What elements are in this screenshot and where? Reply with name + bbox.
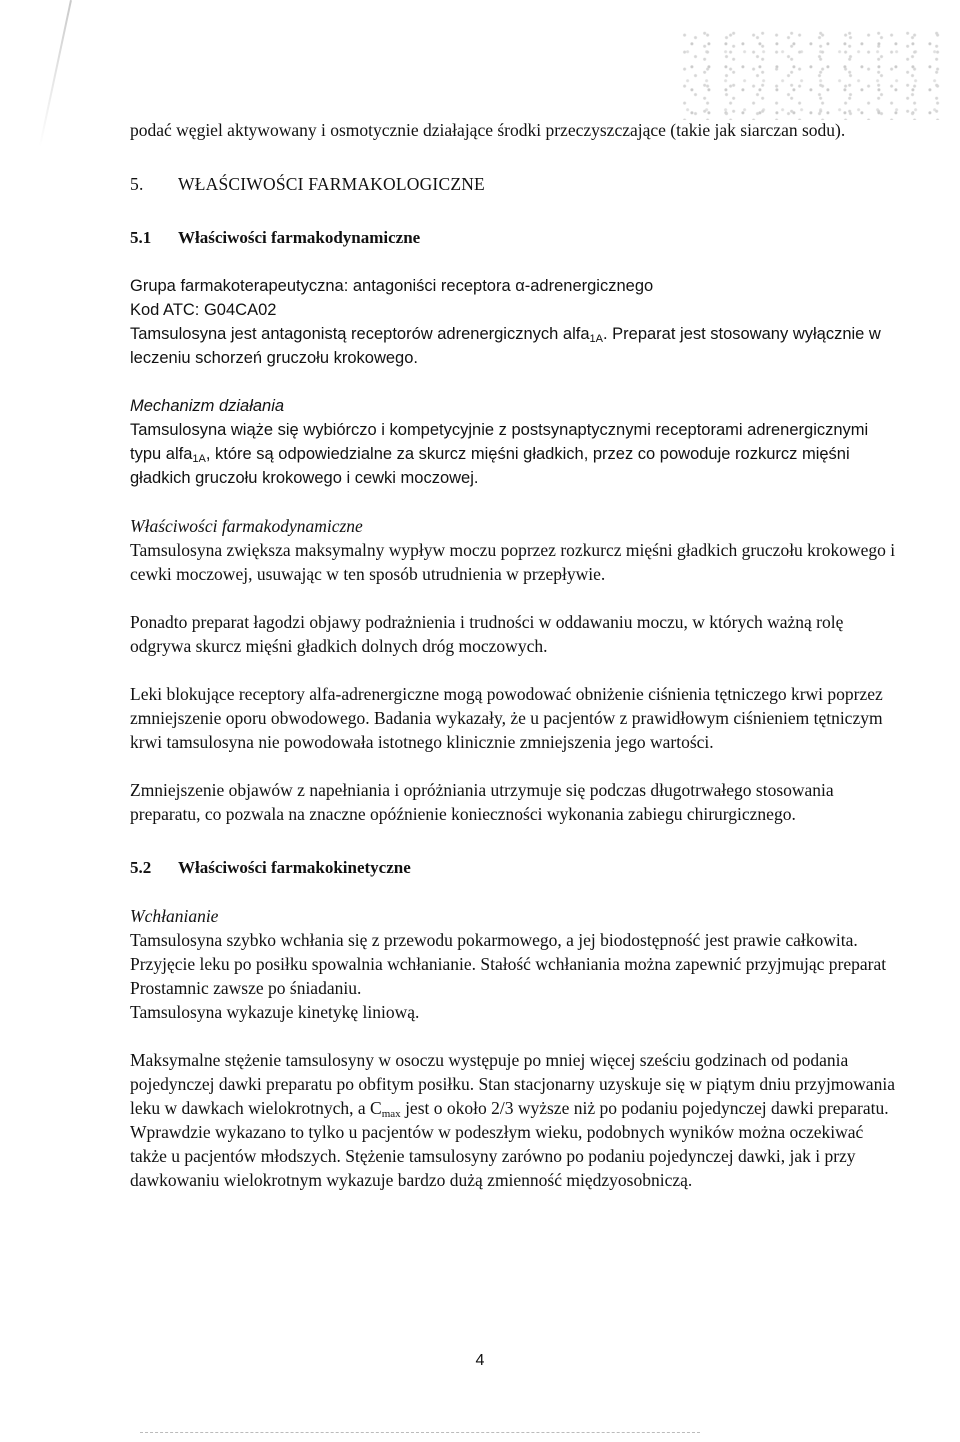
max-concentration-text-b: jest o około 2/3 wyższe niż po podaniu pojedynczej dawki preparatu. Wprawdzie wykazano to tylko u pacjentów w podeszłym wieku, podobnych wyników można oczekiwać także u pacjentów młodszych. Stężenie tamsulosyny zarówno po podaniu pojedynczej dawki, jak i przy dawkowaniu wielokrotnym wykazuje bardzo dużą zmienność międzyosobniczą.: [130, 1098, 889, 1190]
section-5-1-heading: [130, 226, 900, 250]
pharmacodynamics-heading: Właściwości farmakodynamiczne: [130, 516, 363, 536]
pharmacodynamics-block: [130, 514, 900, 586]
section-5-2-number: 5.2: [130, 858, 152, 877]
receptor-subscript: 1A: [589, 333, 603, 345]
absorption-paragraph: Tamsulosyna szybko wchłania się z przewodu pokarmowego, a jej biodostępność jest prawie całkowita. Przyjęcie leku po posiłku spowalnia wchłanianie. Stałość wchłaniania można zapewnić przyjmując preparat Prostamnic zawsze po śniadaniu.: [130, 930, 887, 998]
mechanism-text-b: , które są odpowiedzialne za skurcz mięśni gładkich, przez co powoduje rozkurcz mięśni gładkich gruczołu krokowego i cewki moczowej.: [130, 445, 850, 487]
max-concentration-text-a: Maksymalne stężenie tamsulosyny w osoczu występuje po mniej więcej sześciu godzinach od podania pojedynczej dawki preparatu po obfitym posiłku. Stan stacjonarny uzyskuje się w piątym dniu przyjmowania leku w dawkach wielokrotnych, a C: [130, 1050, 895, 1118]
max-concentration-paragraph: [130, 1048, 900, 1192]
linear-kinetics-line: Tamsulosyna wykazuje kinetykę liniową.: [130, 1002, 420, 1022]
section-5-heading: [130, 172, 900, 196]
section-5-title: WŁAŚCIWOŚCI FARMAKOLOGICZNE: [178, 174, 485, 194]
mechanism-subscript: 1A: [192, 453, 206, 465]
section-5-1-title: Właściwości farmakodynamiczne: [178, 228, 421, 247]
absorption-block: [130, 904, 900, 1024]
document-body: [130, 118, 900, 1192]
cmax-subscript: max: [381, 1108, 401, 1120]
intro-paragraph: podać węgiel aktywowany i osmotycznie działające środki przeczyszczające (takie jak siarczan sodu).: [130, 120, 846, 140]
mechanism-block: [130, 394, 900, 490]
section-5-2-heading: [130, 856, 900, 880]
tamsulosin-description-text-a: Tamsulosyna jest antagonistą receptorów adrenergicznych alfa: [130, 325, 590, 343]
drug-summary: [130, 274, 900, 370]
tamsulosin-description-text-b: . Preparat jest stosowany wyłącznie w leczeniu schorzeń gruczołu krokowego.: [130, 325, 881, 367]
scan-artifact-noise: [680, 30, 940, 120]
ponadto-paragraph: Ponadto preparat łagodzi objawy podrażnienia i trudności w oddawaniu moczu, w których ważną rolę odgrywa skurcz mięśni gładkich dolnych dróg moczowych.: [130, 612, 844, 656]
alpha-blockers-paragraph: Leki blokujące receptory alfa-adrenergiczne mogą powodować obniżenie ciśnienia tętniczego krwi poprzez zmniejszenie oporu obwodowego. Badania wykazały, że u pacjentów z prawidłowym ciśnieniem tętniczym krwi tamsulosyna nie powodowała istotnego klinicznie zmniejszenia jego wartości.: [130, 684, 883, 752]
mechanism-paragraph: [130, 418, 900, 490]
page-number: 4: [475, 1352, 485, 1369]
scan-artifact-line: [39, 0, 72, 147]
section-5-number: 5.: [130, 174, 144, 194]
mechanism-heading: Mechanizm działania: [130, 397, 285, 415]
absorption-heading: Wchłanianie: [130, 906, 219, 926]
atc-code: Kod ATC: G04CA02: [130, 301, 277, 319]
section-5-2-title: Właściwości farmakokinetyczne: [178, 858, 411, 877]
section-5-1-number: 5.1: [130, 228, 152, 247]
symptom-reduction-paragraph: Zmniejszenie objawów z napełniania i opróżniania utrzymuje się podczas długotrwałego stosowania preparatu, co pozwala na znaczne opóźnienie konieczności wykonania zabiegu chirurgicznego.: [130, 780, 834, 824]
mechanism-text-a: Tamsulosyna wiąże się wybiórczo i kompetycyjnie z postsynaptycznymi receptorami adrenergicznymi typu alfa: [130, 421, 869, 463]
tamsulosin-description: [130, 322, 900, 370]
pharmacotherapeutic-group: Grupa farmakoterapeutyczna: antagoniści receptora α-adrenergicznego: [130, 277, 654, 295]
footer-scan-line: [140, 1432, 700, 1434]
pharmacodynamics-paragraph: Tamsulosyna zwiększa maksymalny wypływ moczu poprzez rozkurcz mięśni gładkich gruczołu krokowego i cewki moczowej, usuwając w ten sposób utrudnienia w przepływie.: [130, 540, 896, 584]
